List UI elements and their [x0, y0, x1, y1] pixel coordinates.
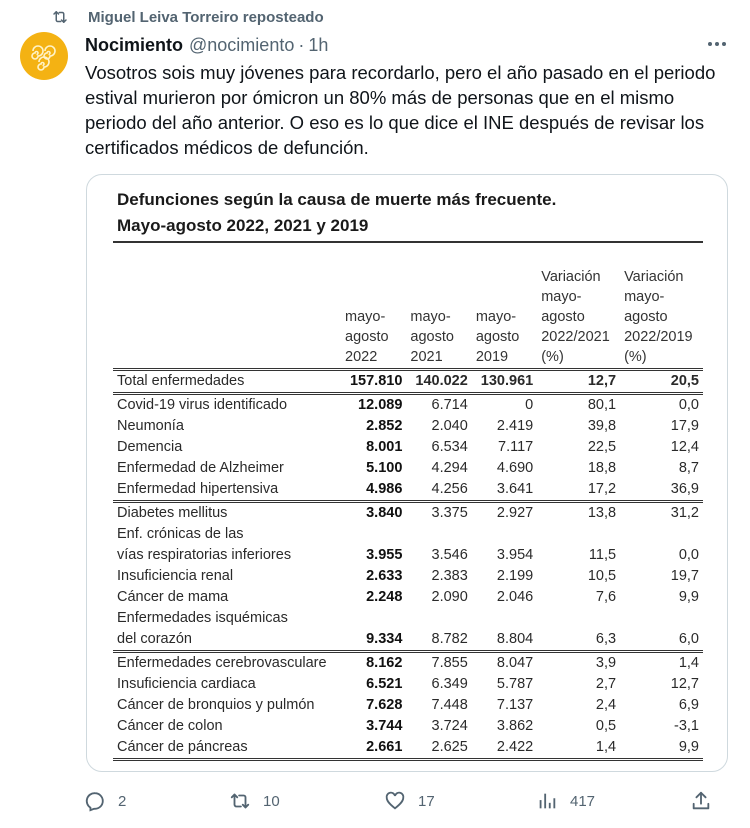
reply-icon: [84, 790, 106, 812]
table-row: [113, 587, 703, 608]
deaths-table: [113, 267, 703, 761]
cell-var2021: 22,5: [587, 439, 617, 455]
table-row: [113, 370, 703, 394]
cell-v2021: 8.782: [406, 629, 471, 652]
row-label: Demencia: [117, 439, 183, 455]
cell-var2019: 0,0: [678, 547, 699, 563]
cell-var2021: 18,8: [587, 460, 617, 476]
row-label: Cáncer de páncreas: [113, 737, 341, 760]
cell-var2021: 39,8: [587, 418, 617, 434]
cell-v2021: 7.448: [431, 697, 468, 713]
cell-var2021: 80,1: [587, 397, 617, 413]
cell-v2022: 5.100: [366, 460, 403, 476]
cell-var2019: 12,7: [670, 676, 699, 692]
cell-var2019: 9,9: [678, 589, 699, 605]
cell-var2021: 6,3: [537, 629, 620, 652]
triple-spiral-icon: [27, 39, 61, 73]
more-options-button[interactable]: [706, 36, 728, 52]
table-row: [113, 652, 703, 675]
table-row: [113, 695, 703, 716]
author-handle[interactable]: @nocimiento: [189, 34, 295, 55]
cell-v2022: 3.840: [366, 505, 403, 521]
column-header: Variación mayo- agosto 2022/2021 (%): [537, 267, 620, 370]
row-label: Enfermedad de Alzheimer: [117, 460, 284, 476]
cell-v2019: 4.690: [496, 460, 534, 476]
cell-var2019: 19,7: [670, 568, 699, 584]
table-row: [113, 458, 703, 479]
table-row: [113, 502, 703, 525]
column-header: Variación mayo- agosto 2022/2019 (%): [620, 267, 703, 370]
cell-v2022: 2.633: [366, 568, 403, 584]
table-row: [113, 629, 703, 652]
row-label: Enfermedad hipertensiva: [113, 479, 341, 502]
cell-var2019: 17,9: [670, 418, 699, 434]
cell-var2021: 12,7: [537, 370, 620, 394]
cell-v2021: 2.625: [406, 737, 471, 760]
table-title-line2: Mayo-agosto 2022, 2021 y 2019: [117, 216, 369, 235]
cell-v2019: 8.804: [472, 629, 537, 652]
row-label: Insuficiencia renal: [117, 568, 234, 584]
cell-var2021: 13,8: [587, 505, 617, 521]
empty-cell: [620, 608, 703, 629]
row-label: Cáncer de colon: [117, 718, 223, 734]
cell-v2019: 7.117: [498, 439, 534, 455]
column-header: mayo- agosto 2022: [341, 267, 406, 370]
empty-cell: [537, 608, 620, 629]
cell-v2021: 6.349: [431, 676, 468, 692]
cell-var2019: 36,9: [620, 479, 703, 502]
cell-v2019: 3.641: [472, 479, 537, 502]
cell-var2021: 0,5: [595, 718, 617, 734]
cell-var2019: 6,9: [678, 697, 699, 713]
cell-v2019: 7.137: [496, 697, 534, 713]
table-row: [113, 737, 703, 760]
share-button[interactable]: [690, 790, 724, 812]
tweet-text: Vosotros sois muy jóvenes para recordarlo, pero el año pasado en el periodo estival murieron por ómicron un 80% más de personas que en el mismo periodo del año anterior. O eso es lo que dice el INE después de revisar los certificados médicos de defunción.: [85, 62, 716, 158]
cell-v2022: 2.852: [366, 418, 403, 434]
cell-var2021: 2,7: [595, 676, 617, 692]
row-label: vías respiratorias inferiores: [117, 547, 292, 563]
table-row: [113, 394, 703, 417]
cell-v2019: 2.199: [496, 568, 534, 584]
row-label: Diabetes mellitus: [117, 505, 228, 521]
column-header: mayo- agosto 2019: [472, 267, 537, 370]
cell-v2021: 140.022: [406, 370, 471, 394]
table-row: [113, 545, 703, 566]
views-count: 417: [570, 792, 596, 810]
cell-var2021: 17,2: [537, 479, 620, 502]
empty-cell: [341, 524, 406, 545]
avatar[interactable]: [20, 32, 68, 80]
row-label-line1: Enfermedades isquémicas: [117, 610, 288, 626]
column-header: [113, 267, 341, 370]
media-image[interactable]: [86, 174, 728, 772]
row-label: del corazón: [113, 629, 341, 652]
cell-var2019: 1,4: [678, 655, 699, 671]
empty-cell: [341, 608, 406, 629]
cell-v2022: 7.628: [366, 697, 403, 713]
cell-v2022: 6.521: [366, 676, 403, 692]
reply-button[interactable]: [84, 790, 126, 812]
views-button[interactable]: [536, 790, 595, 812]
cell-v2019: 3.862: [496, 718, 534, 734]
cell-var2019: 12,4: [670, 439, 699, 455]
cell-v2021: 7.855: [431, 655, 468, 671]
heart-icon: [384, 790, 406, 812]
more-icon: [706, 36, 728, 52]
cell-v2019: 2.419: [496, 418, 534, 434]
reply-count: 2: [118, 792, 127, 810]
cell-v2019: 2.927: [496, 505, 534, 521]
cell-var2021: 7,6: [595, 589, 617, 605]
cell-var2021: 2,4: [595, 697, 617, 713]
cell-v2021: 4.256: [406, 479, 471, 502]
table-row-label-wrap: [113, 524, 703, 545]
cell-var2019: 0,0: [678, 397, 699, 413]
empty-cell: [537, 524, 620, 545]
timestamp[interactable]: 1h: [308, 34, 329, 55]
cell-v2019: 130.961: [472, 370, 537, 394]
cell-var2019: -3,1: [674, 718, 699, 734]
table-row: [113, 716, 703, 737]
table-row: [113, 479, 703, 502]
cell-v2019: 8.047: [496, 655, 534, 671]
cell-v2019: 3.954: [496, 547, 534, 563]
cell-v2021: 3.724: [431, 718, 468, 734]
cell-v2021: 6.534: [431, 439, 468, 455]
column-header: mayo- agosto 2021: [406, 267, 471, 370]
row-label: Enfermedades cerebrovasculare: [117, 655, 327, 671]
empty-cell: [472, 608, 537, 629]
row-label: Covid-19 virus identificado: [117, 397, 288, 413]
empty-cell: [406, 524, 471, 545]
row-label: Cáncer de mama: [117, 589, 229, 605]
row-label: Neumonía: [117, 418, 184, 434]
retweet-icon: [50, 8, 70, 26]
empty-cell: [406, 608, 471, 629]
empty-cell: [472, 524, 537, 545]
table-row: [113, 416, 703, 437]
table-row: [113, 566, 703, 587]
cell-var2021: 11,5: [588, 547, 617, 563]
cell-v2022: 157.810: [341, 370, 406, 394]
cell-v2022: 8.162: [366, 655, 403, 671]
cell-v2021: 4.294: [431, 460, 468, 476]
retweet-icon: [229, 790, 251, 812]
row-label: Total enfermedades: [113, 370, 341, 394]
cell-v2022: 2.248: [366, 589, 403, 605]
table-row: [113, 437, 703, 458]
like-button[interactable]: [384, 790, 435, 812]
views-chart-icon: [536, 790, 558, 812]
retweet-count: 10: [263, 792, 280, 810]
repost-context[interactable]: [50, 6, 324, 28]
cell-v2022: 9.334: [341, 629, 406, 652]
table-title-line1: Defunciones según la causa de muerte más frecuente.: [117, 190, 557, 209]
row-label: Insuficiencia cardiaca: [117, 676, 256, 692]
cell-v2022: 8.001: [366, 439, 403, 455]
separator: ·: [298, 34, 305, 55]
row-label-line1: Enf. crónicas de las: [117, 526, 244, 542]
cell-var2019: 6,0: [620, 629, 703, 652]
empty-cell: [620, 524, 703, 545]
author-name[interactable]: Nocimiento: [85, 34, 184, 55]
cell-var2019: 31,2: [670, 505, 699, 521]
cell-v2022: 3.955: [366, 547, 403, 563]
cell-v2022: 2.661: [341, 737, 406, 760]
tweet-header: [85, 33, 328, 57]
cell-v2019: 0: [525, 397, 534, 413]
cell-v2021: 2.383: [431, 568, 468, 584]
share-icon: [690, 790, 712, 812]
cell-v2019: 5.787: [496, 676, 534, 692]
cell-v2021: 2.040: [431, 418, 468, 434]
cell-v2022: 12.089: [358, 397, 403, 413]
repost-label[interactable]: Miguel Leiva Torreiro reposteado: [88, 8, 324, 26]
tweet-actions: [84, 786, 730, 816]
cell-var2021: 10,5: [587, 568, 617, 584]
table-row-label-wrap: [113, 608, 703, 629]
cell-v2021: 3.546: [431, 547, 468, 563]
cell-var2021: 3,9: [595, 655, 617, 671]
cell-var2019: 8,7: [678, 460, 699, 476]
like-count: 17: [418, 792, 435, 810]
cell-v2022: 3.744: [366, 718, 403, 734]
title-divider: [113, 241, 703, 243]
retweet-button[interactable]: [229, 790, 280, 812]
cell-var2019: 9,9: [620, 737, 703, 760]
cell-var2021: 1,4: [537, 737, 620, 760]
cell-v2021: 6.714: [431, 397, 468, 413]
cell-v2022: 4.986: [341, 479, 406, 502]
cell-v2021: 2.090: [431, 589, 468, 605]
cell-var2019: 20,5: [620, 370, 703, 394]
table-image: [113, 187, 703, 761]
row-label: Cáncer de bronquios y pulmón: [117, 697, 315, 713]
cell-v2019: 2.422: [472, 737, 537, 760]
table-row: [113, 674, 703, 695]
cell-v2021: 3.375: [431, 505, 468, 521]
cell-v2019: 2.046: [496, 589, 534, 605]
